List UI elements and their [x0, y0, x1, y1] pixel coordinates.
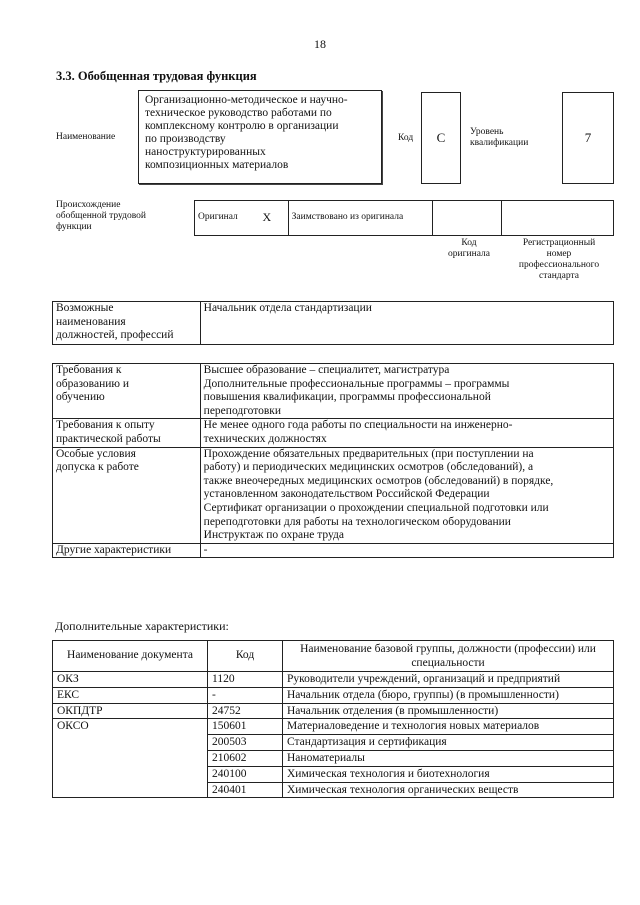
- header-code: Код: [208, 641, 283, 672]
- caption-line: Регистрационный: [522, 238, 596, 248]
- label-line: допуска к работе: [56, 461, 139, 474]
- header-name: Наименование базовой группы, должности (профессии) или специальности: [283, 641, 614, 672]
- code-cell: 240100: [208, 766, 283, 782]
- code-cell: 240401: [208, 782, 283, 798]
- origin-label-line: функции: [56, 222, 92, 232]
- value-line: переподготовки: [203, 404, 282, 417]
- level-label-line: квалификации: [470, 138, 529, 148]
- name-cell: Химическая технология и биотехнология: [283, 766, 614, 782]
- table-row: [53, 672, 614, 688]
- additional-table: [52, 640, 614, 798]
- page-number: 18: [314, 37, 326, 51]
- positions-value: Начальник отдела стандартизации: [200, 302, 613, 345]
- function-name-line: композиционных материалов: [145, 159, 289, 171]
- value-line: установленном законодательством Российской Федерации: [203, 488, 490, 501]
- label-line: Требования к: [56, 364, 122, 376]
- table-row: [53, 687, 614, 703]
- function-name-line: техническое руководство работами по: [145, 107, 332, 119]
- label-line: Другие характеристики: [56, 543, 172, 556]
- table-header-row: [53, 641, 614, 672]
- code-cell: 24752: [208, 703, 283, 719]
- requirement-label: [53, 543, 201, 558]
- requirement-label: [53, 364, 201, 419]
- level-label-line: Уровень: [470, 127, 504, 137]
- label-line: Особые условия: [56, 447, 136, 460]
- label-line: образованию и: [56, 377, 129, 390]
- requirements-row-education: [53, 364, 614, 419]
- borrowed-label: Заимствовано из оригинала: [288, 201, 432, 236]
- code-label: Код: [398, 133, 414, 143]
- value-line: работу) и периодических медицинских осмотров (обследований), а: [203, 461, 534, 474]
- requirements-row-experience: [53, 419, 614, 447]
- doc-cell: ОКПДТР: [53, 703, 208, 719]
- caption-line: номер: [546, 249, 572, 259]
- value-line: также внеочередных медицинских осмотров (обследований) в порядке,: [203, 474, 554, 487]
- value-line: технических должностях: [203, 432, 327, 445]
- name-cell: Химическая технология органических веществ: [283, 782, 614, 798]
- name-label: Наименование: [56, 132, 116, 142]
- code-cell: 1120: [208, 672, 283, 688]
- origin-label-line: обобщенной трудовой: [56, 211, 146, 221]
- value-line: Высшее образование – специалитет, магистратура: [203, 364, 450, 376]
- value-line: Прохождение обязательных предварительных (при поступлении на: [203, 447, 534, 460]
- requirements-row-admission: [53, 447, 614, 543]
- label-line: Требования к опыту: [56, 419, 155, 432]
- requirement-value: [200, 364, 613, 419]
- positions-label-line: должностей, профессий: [56, 329, 174, 342]
- code-cell: 150601: [208, 719, 283, 735]
- name-cell: Начальник отдела (бюро, группы) (в промышленности): [283, 687, 614, 703]
- function-name-box: [138, 90, 382, 184]
- table-row: [53, 719, 614, 735]
- label-line: практической работы: [56, 432, 161, 445]
- name-cell: Материаловедение и технология новых материалов: [283, 719, 614, 735]
- origin-label-line: Происхождение: [56, 200, 121, 210]
- name-cell: Наноматериалы: [283, 750, 614, 766]
- name-cell: Руководители учреждений, организаций и предприятий: [283, 672, 614, 688]
- qualification-level-box: 7: [562, 92, 614, 184]
- requirements-table: [52, 363, 614, 558]
- requirement-label: [53, 419, 201, 447]
- section-title: 3.3. Обобщенная трудовая функция: [56, 69, 257, 83]
- function-name-line: наноструктурированных: [145, 146, 266, 158]
- caption-line: Код: [461, 238, 477, 248]
- function-name-line: по производству: [145, 133, 226, 145]
- positions-label-line: Возможные: [56, 302, 114, 314]
- positions-label: [53, 302, 201, 345]
- value-line: Дополнительные профессиональные программы – программы: [203, 377, 510, 390]
- code-cell: 200503: [208, 735, 283, 751]
- original-mark: X: [259, 201, 288, 236]
- table-row: [53, 703, 614, 719]
- registration-number-caption: [504, 238, 614, 282]
- caption-line: оригинала: [448, 249, 490, 259]
- value-line: повышения квалификации, программы профессиональной: [203, 391, 491, 404]
- value-line: Сертификат организации о прохождении специальной подготовки или: [203, 501, 549, 514]
- qualification-level-label: [470, 127, 528, 149]
- positions-label-line: наименования: [56, 315, 126, 328]
- requirement-value: [200, 543, 613, 558]
- value-line: Инструктаж по охране труда: [203, 529, 345, 542]
- function-name-line: Организационно-методическое и научно-: [145, 94, 348, 106]
- origin-label: [56, 200, 146, 233]
- doc-cell: ОКЗ: [53, 672, 208, 688]
- original-label: Оригинал: [195, 201, 260, 236]
- requirement-value: [200, 447, 613, 543]
- header-document: Наименование документа: [53, 641, 208, 672]
- label-line: обучению: [56, 391, 105, 404]
- doc-cell: ЕКС: [53, 687, 208, 703]
- positions-table: [52, 301, 614, 345]
- origin-table: [194, 200, 614, 236]
- additional-title: Дополнительные характеристики:: [55, 619, 229, 633]
- requirements-row-other: [53, 543, 614, 558]
- function-name-line: комплексному контролю в организации: [145, 120, 339, 132]
- requirement-value: [200, 419, 613, 447]
- doc-cell: ОКСО: [53, 719, 208, 798]
- name-cell: Стандартизация и сертификация: [283, 735, 614, 751]
- value-line: -: [203, 543, 208, 556]
- value-line: Не менее одного года работы по специальности на инженерно-: [203, 419, 513, 432]
- original-code-cell: [432, 201, 501, 236]
- registration-number-cell: [502, 201, 614, 236]
- caption-line: профессионального: [518, 260, 600, 270]
- original-code-caption: [436, 238, 502, 260]
- code-value-box: С: [421, 92, 461, 184]
- code-cell: -: [208, 687, 283, 703]
- value-line: переподготовки для работы на технологическом оборудовании: [203, 515, 511, 528]
- code-cell: 210602: [208, 750, 283, 766]
- name-cell: Начальник отделения (в промышленности): [283, 703, 614, 719]
- requirement-label: [53, 447, 201, 543]
- caption-line: стандарта: [539, 271, 579, 281]
